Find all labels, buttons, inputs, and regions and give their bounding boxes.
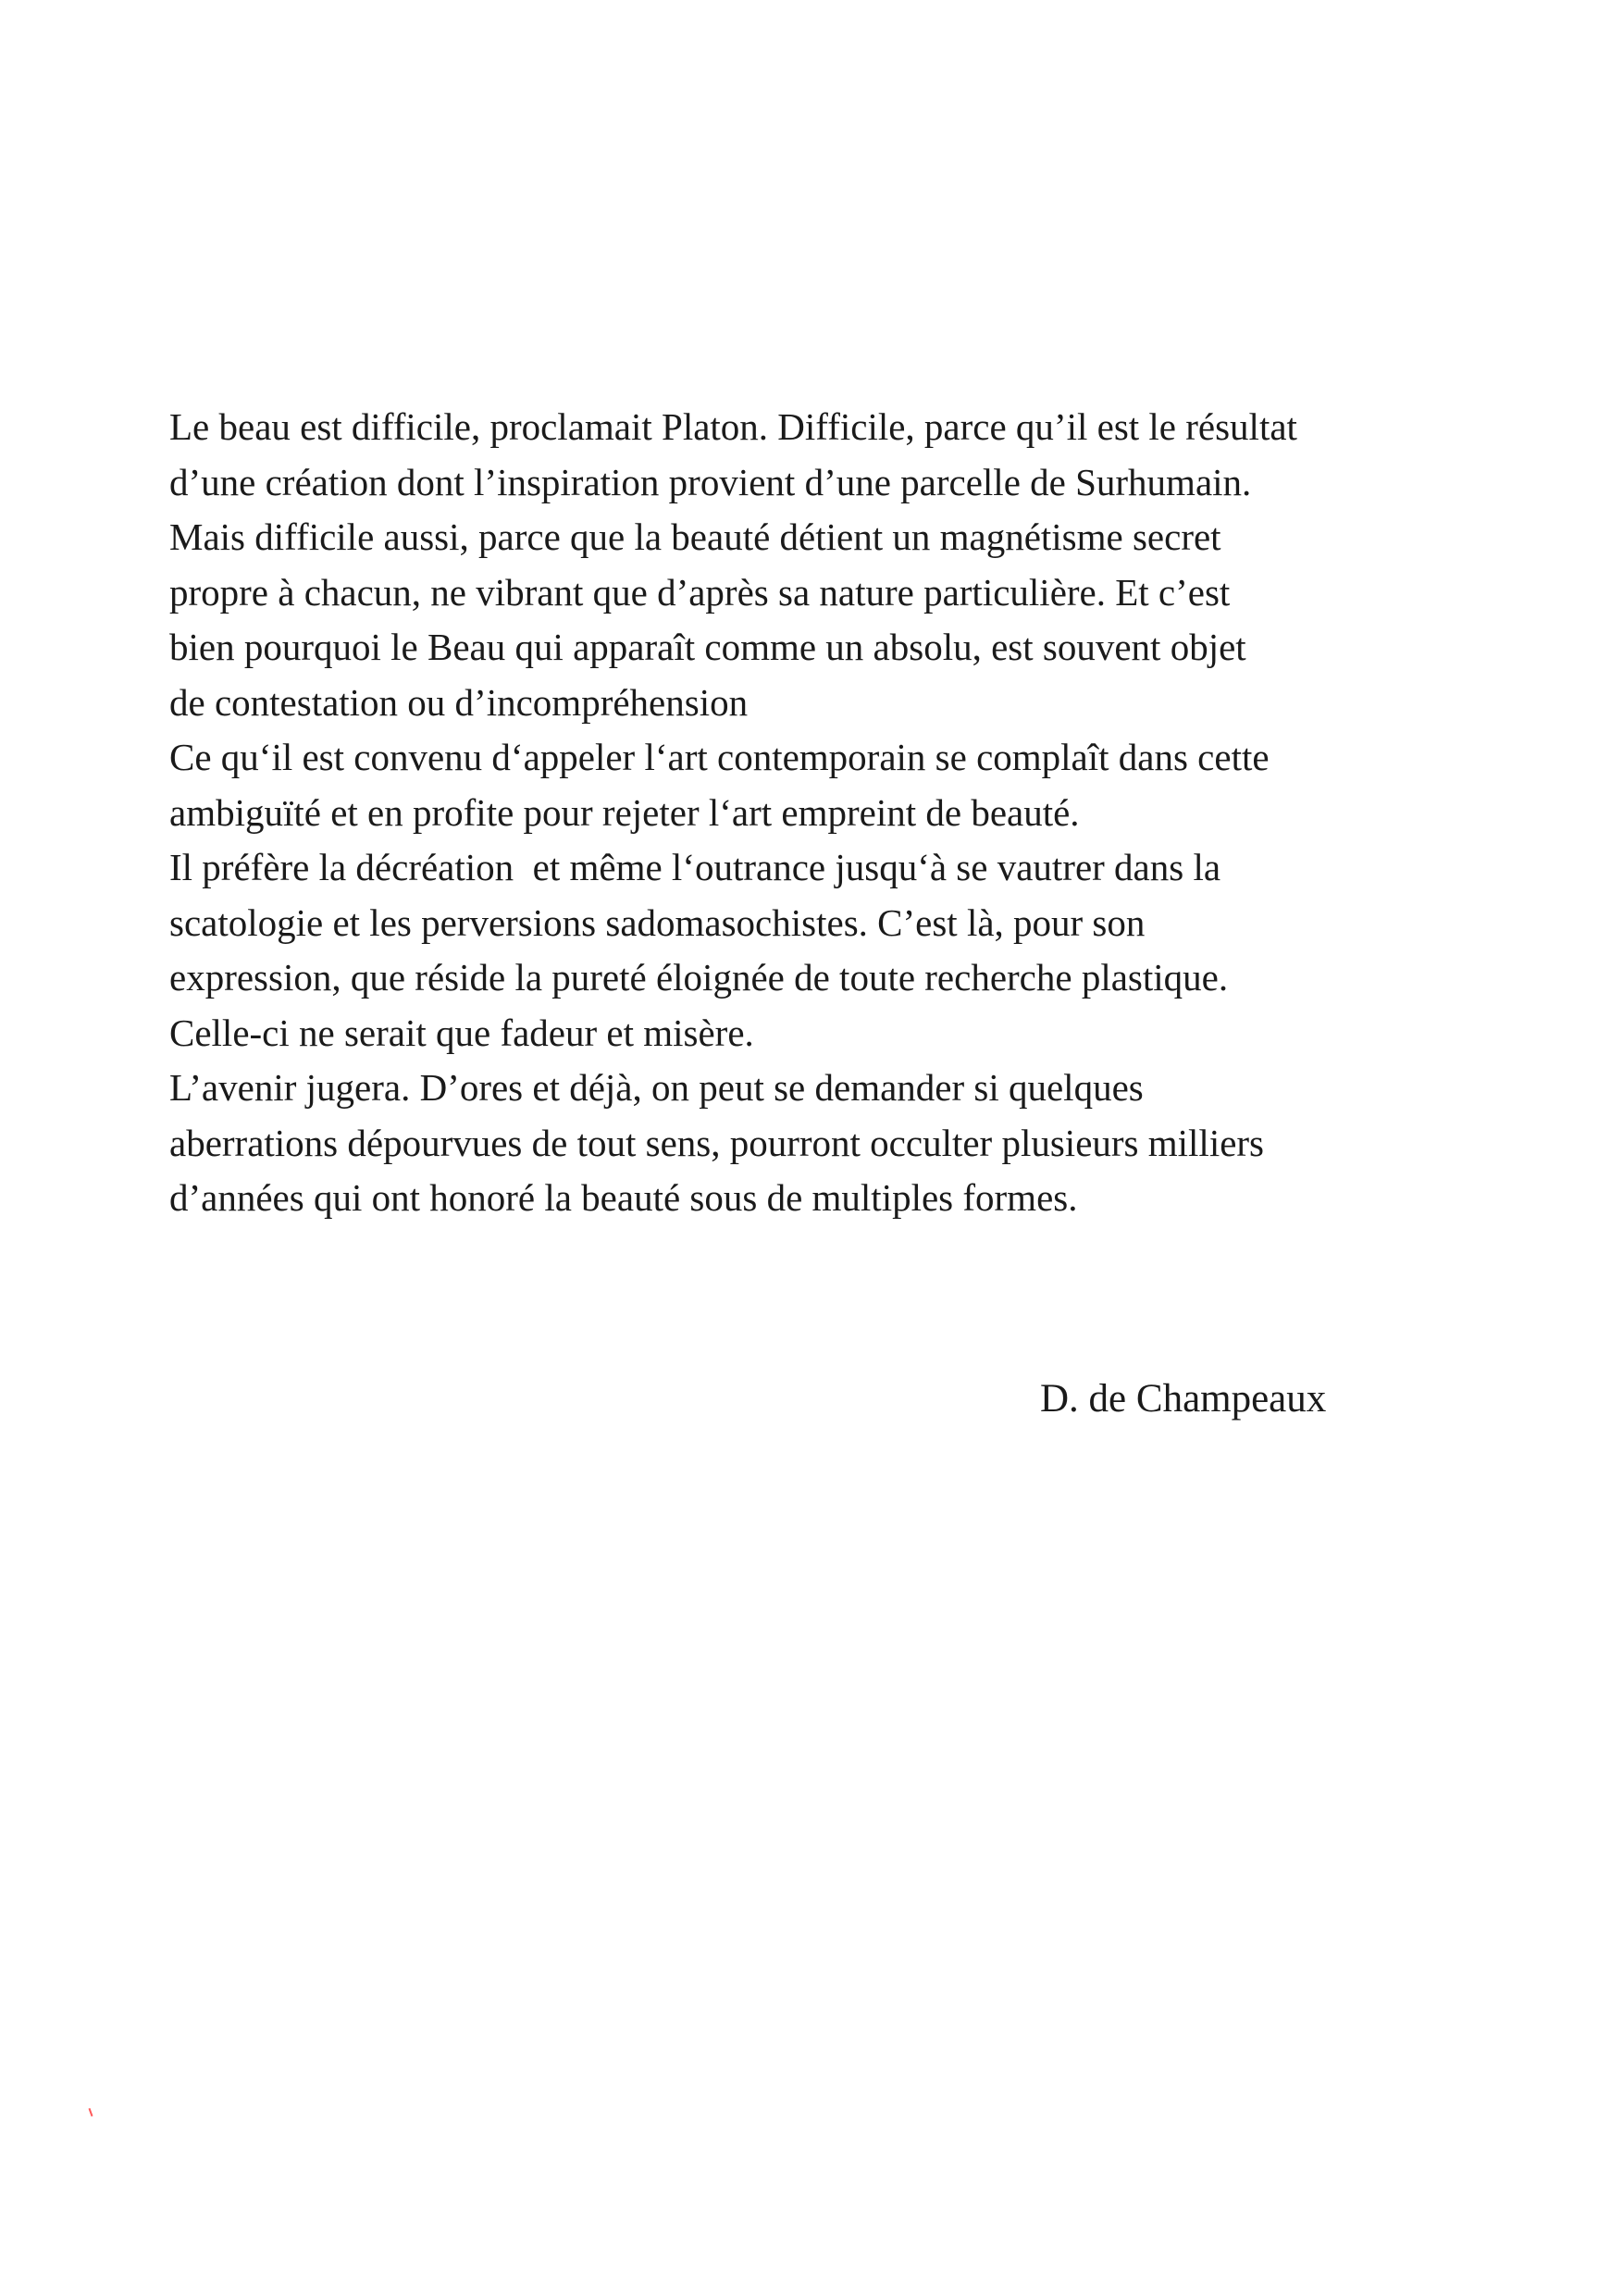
essay-line-4: propre à chacun, ne vibrant que d’après sa nature particulière. Et c’est bbox=[169, 570, 1231, 614]
essay-line-10: scatologie et les perversions sadomasochistes. C’est là, pour son bbox=[169, 900, 1146, 944]
essay-line-1: Le beau est difficile, proclamait Platon. Difficile, parce qu’il est le résultat bbox=[169, 405, 1297, 448]
essay-line-2: d’une création dont l’inspiration provient d’une parcelle de Surhumain. bbox=[169, 460, 1252, 503]
essay-line-9: Il préfère la décréation et même l‘outrance jusqu‘à se vautrer dans la bbox=[169, 846, 1221, 888]
essay-line-6: de contestation ou d’incompréhension bbox=[169, 680, 749, 724]
essay-body bbox=[169, 400, 1502, 1226]
essay-line-13: L’avenir jugera. D’ores et déjà, on peut se demander si quelques bbox=[169, 1066, 1144, 1109]
essay-line-15: d’années qui ont honoré la beauté sous de multiples formes. bbox=[169, 1176, 1078, 1219]
stray-mark bbox=[89, 2108, 93, 2116]
essay-line-7: Ce qu‘il est convenu d‘appeler l‘art contemporain se complaît dans cette bbox=[169, 736, 1270, 778]
essay-line-14: aberrations dépourvues de tout sens, pourront occulter plusieurs milliers bbox=[169, 1121, 1265, 1164]
essay-line-5: bien pourquoi le Beau qui apparaît comme un absolu, est souvent objet bbox=[169, 626, 1246, 668]
essay-line-8: ambiguïté et en profite pour rejeter l‘art empreint de beauté. bbox=[169, 790, 1080, 834]
essay-line-3: Mais difficile aussi, parce que la beauté détient un magnétisme secret bbox=[169, 515, 1221, 558]
author-signature: D. de Champeaux bbox=[1040, 1377, 1327, 1421]
essay-line-11: expression, que réside la pureté éloignée de toute recherche plastique. bbox=[169, 956, 1229, 999]
essay-line-12: Celle-ci ne serait que fadeur et misère. bbox=[169, 1011, 754, 1054]
